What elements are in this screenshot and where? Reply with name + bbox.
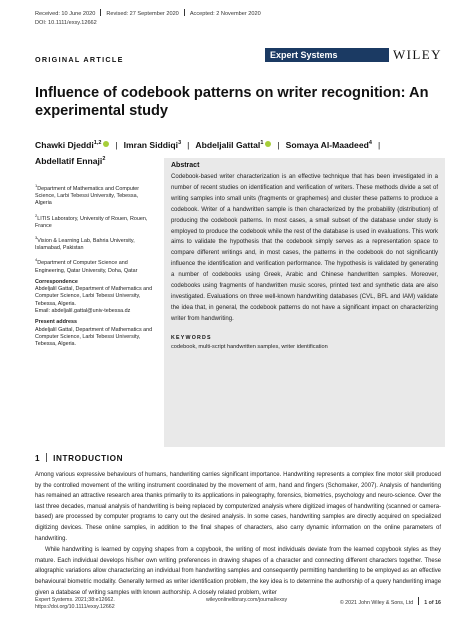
body-text bbox=[35, 470, 441, 598]
orcid-icon[interactable] bbox=[265, 141, 271, 147]
author-name-text: Abdeljalil Gattal bbox=[195, 140, 261, 150]
footer-journal-citation: Expert Systems. 2021;38:e12662. bbox=[35, 597, 115, 603]
author-name[interactable] bbox=[35, 156, 105, 166]
author-separator: | bbox=[277, 140, 280, 150]
author-name[interactable] bbox=[35, 140, 109, 150]
author-affiliation-ref: 2 bbox=[102, 156, 106, 162]
footer-copyright: © 2021 John Wiley & Sons, Ltd bbox=[339, 600, 414, 606]
page-number: 1 of 16 bbox=[424, 600, 441, 606]
correspondence-email[interactable]: Email: abdeljalil.gattal@univ-tebessa.dz bbox=[35, 308, 131, 315]
present-address-block bbox=[35, 319, 153, 348]
author-name[interactable] bbox=[286, 140, 372, 150]
author-name[interactable] bbox=[124, 140, 182, 150]
author-affiliation-ref: 1,2 bbox=[93, 140, 102, 146]
author-separator: | bbox=[377, 140, 381, 150]
section-title: INTRODUCTION bbox=[53, 454, 124, 463]
abstract-heading: Abstract bbox=[171, 162, 200, 169]
publisher-logo: WILEY bbox=[393, 47, 442, 62]
revised-date: Revised: 27 September 2020 bbox=[106, 11, 179, 17]
affiliation-text: LITIS Laboratory, University of Rouen, Rouen, France bbox=[35, 215, 148, 229]
date-separator bbox=[184, 9, 185, 16]
author-separator: | bbox=[115, 140, 118, 150]
author-affiliation-ref: 4 bbox=[368, 140, 372, 146]
footer-doi-link[interactable]: https://doi.org/10.1111/exsy.12662 bbox=[35, 604, 115, 611]
abstract-box bbox=[164, 158, 445, 447]
present-address-text: Abdeljalil Gattal, Department of Mathematics and Computer Science, Larbi Tebessi University, Tebessa, Algeria. bbox=[35, 326, 153, 348]
author-separator: | bbox=[187, 140, 190, 150]
keywords-heading: KEYWORDS bbox=[171, 334, 212, 341]
article-title: Influence of codebook patterns on writer recognition: An experimental study bbox=[35, 85, 429, 119]
keywords-text: codebook, multi-script handwritten samples, writer identification bbox=[171, 343, 328, 350]
footer-site-link[interactable]: wileyonlinelibrary.com/journal/exsy bbox=[206, 597, 288, 603]
article-type-label: ORIGINAL ARTICLE bbox=[35, 55, 124, 64]
body-paragraph: While handwriting is learned by copying shapes from a copybook, the writing of most individuals deviate from the learned copybook styles as they mature. Each individual develops his/her own writing preferences in drawing shapes of a character and connecting different characters together. These allographic variations allow characterizing an individual from handwriting samples and consequently permitting handwriting to be employed as an effective behavioural biometric modality. Generally termed as writer identification problem, the key idea is to determine the authorship of a query handwriting image given a database of writing samples with known authorship. A closely related problem, writer bbox=[35, 547, 441, 596]
footer-right bbox=[340, 597, 441, 607]
section-divider bbox=[46, 453, 47, 462]
footer-citation bbox=[35, 597, 115, 612]
author-name-text: Abdellatif Ennaji bbox=[35, 156, 103, 166]
present-address-heading: Present address bbox=[35, 319, 77, 326]
affiliation-number: 4 bbox=[35, 257, 38, 263]
affiliation bbox=[35, 212, 153, 230]
affiliation-number: 3 bbox=[35, 235, 38, 241]
body-paragraph: Among various expressive behaviours of humans, handwriting carries significant importance. Handwriting represents a complex fine motor skill produced by the controlled movement of the writing instrument coordinated by the movement of arm, hand and fingers (Schomaker, 2007). Analysis of handwriting has remained an attractive research area thanks primarily to its applications in paleography, forensics, biometrics, psychology and neuro-science. Over the last three decades, manual analysis of handwriting is being replaced by computerized analysis where digitized images of handwriting (scanned or camera-based) are processed by computer programs to carry out the desired analysis. In some cases, handwriting samples are directly acquired on specialized digitizing devices. These online samples, in addition to the final shapes of characters, also carry dynamic information on the online parameters of handwriting. bbox=[35, 472, 441, 542]
affiliation-text: Department of Computer Science and Engineering, Qatar University, Doha, Qatar bbox=[35, 260, 138, 274]
affiliation bbox=[35, 234, 153, 252]
received-date: Received: 10 June 2020 bbox=[35, 11, 96, 17]
affiliation bbox=[35, 182, 153, 208]
article-sidebar bbox=[35, 182, 153, 353]
journal-name-badge: Expert Systems bbox=[265, 48, 389, 62]
affiliation-number: 2 bbox=[35, 212, 38, 218]
correspondence-text: Abdeljalil Gattal, Department of Mathematics and Computer Science, Larbi Tebessi University, Tebessa, Algeria. bbox=[35, 286, 153, 307]
affiliation-text: Department of Mathematics and Computer Science, Larbi Tebessi University, Tebessa, Algeria bbox=[35, 185, 140, 207]
section-heading bbox=[35, 453, 123, 463]
article-doi[interactable]: DOI: 10.1111/exsy.12662 bbox=[35, 20, 97, 26]
author-name-text: Somaya Al-Maadeed bbox=[285, 140, 369, 150]
author-name[interactable] bbox=[195, 140, 271, 150]
date-separator bbox=[100, 9, 101, 16]
accepted-date: Accepted: 2 November 2020 bbox=[189, 11, 261, 17]
orcid-icon[interactable] bbox=[103, 141, 109, 147]
abstract-text: Codebook-based writer characterization is an effective technique that has been investigated in a number of recent studies on identification and verification of writers. These methods divide a set of writing samples into small units (fragments or graphemes) and cluster these patterns to produce a codebook. Writer of a handwritten sample is then characterized by the probability (distribution) of producing the codebook patterns. In most cases, a small subset of the database under study is employed to produce the codebook while the rest of the database is used in evaluations. This work aims to validate the hypothesis that the codebook simply serves as a representation space to compare different writings and, in most cases, the patterns in the codebook do not significantly influence the identification and verification performance. The hypothesis is validated by generating a number of codebooks using Greek, Arabic and Chinese handwritten samples. Moreover, codebooks using fragments of handwritten music scores, printed text and synthetic data are also investigated. Evaluations on three well-known handwriting databases (CVL, BFL and IAM) validate the idea that, in general, the codebook patterns do not have a significant impact on characterizing writer from handwriting. bbox=[171, 174, 438, 322]
author-affiliation-ref: 3 bbox=[178, 140, 182, 146]
author-name-text: Imran Siddiqi bbox=[123, 140, 179, 150]
section-number: 1 bbox=[35, 454, 41, 463]
correspondence-block bbox=[35, 279, 153, 315]
author-name-text: Chawki Djeddi bbox=[35, 140, 94, 150]
affiliation bbox=[35, 256, 153, 274]
affiliation-number: 1 bbox=[35, 183, 38, 188]
author-affiliation-ref: 1 bbox=[260, 140, 264, 146]
manuscript-dates bbox=[35, 9, 261, 17]
footer-divider bbox=[418, 597, 419, 605]
affiliation-text: Vision & Learning Lab, Bahria University, Islamabad, Pakistan bbox=[35, 237, 135, 252]
correspondence-heading: Correspondence bbox=[35, 278, 78, 285]
